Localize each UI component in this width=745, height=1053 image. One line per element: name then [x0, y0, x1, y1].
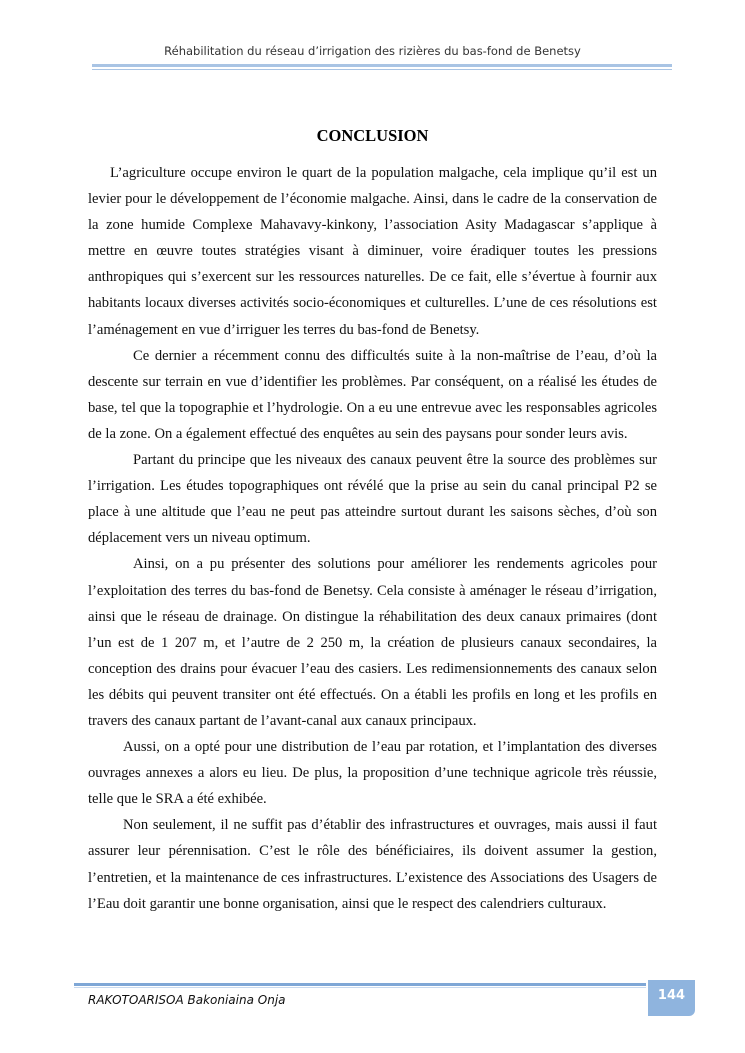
running-header: Réhabilitation du réseau d’irrigation des rizières du bas-fond de Benetsy [164, 44, 581, 58]
body-text [88, 160, 657, 917]
paragraph: Partant du principe que les niveaux des canaux peuvent être la source des problèmes sur l’irrigation. Les études topographiques ont révélé que la prise au sein du canal principal P2 se place à une altitude que l’eau ne peut pas atteindre surtout durant les saisons sèches, d’où son déplacement vers un niveau optimum. [88, 452, 657, 547]
footer-divider-thin [74, 987, 646, 988]
paragraph: Ainsi, on a pu présenter des solutions pour améliorer les rendements agricoles pour l’exploitation des terres du bas-fond de Benetsy. Cela consiste à aménager le réseau d’irrigation, ainsi que le réseau de drainage. On distingue la réhabilitation des deux canaux primaires (dont l’un est de 1 207 m, et l’autre de 2 250 m, la création de plusieurs canaux secondaires, la conception des drains pour évacuer l’eau des casiers. Les redimensionnements des canaux selon les débits qui peuvent transiter ont été effectués. On a établi les profils en long et les profils en travers des canaux partant de l’avant-canal aux canaux principaux. [88, 556, 657, 729]
paragraph: Non seulement, il ne suffit pas d’établir des infrastructures et ouvrages, mais aussi il faut assurer leur pérennisation. C’est le rôle des bénéficiaires, ils doivent assumer la gestion, l’entretien, et la maintenance de ces infrastructures. L’existence des Associations des Usagers de l’Eau doit garantir une bonne organisation, ainsi que le respect des calendriers culturaux. [88, 817, 657, 912]
section-title: CONCLUSION [316, 126, 429, 145]
header-divider [92, 64, 672, 67]
header-divider-thin [92, 69, 672, 70]
paragraph: L’agriculture occupe environ le quart de la population malgache, cela implique qu’il est un levier pour le développement de l’économie malgache. Ainsi, dans le cadre de la conservation de la zone humide Complexe Mahavavy-kinkony, l’association Asity Madagascar s’applique à mettre en œuvre toutes stratégies visant à diminuer, voire éradiquer toutes les pressions anthropiques qui s’exercent sur les ressources naturelles. De ce fait, elle s’évertue à fournir aux habitants locaux diverses activités socio-économiques et culturelles. L’une de ces résolutions est l’aménagement en vue d’irriguer les terres du bas-fond de Benetsy. [88, 165, 657, 338]
footer-divider [74, 983, 646, 986]
paragraph: Aussi, on a opté pour une distribution de l’eau par rotation, et l’implantation des diverses ouvrages annexes a alors eu lieu. De plus, la proposition d’une technique agricole très réussie, telle que le SRA a été exhibée. [88, 739, 657, 808]
paragraph: Ce dernier a récemment connu des difficultés suite à la non-maîtrise de l’eau, d’où la descente sur terrain en vue d’identifier les problèmes. Par conséquent, on a réalisé les études de base, tel que la topographie et l’hydrologie. On a eu une entrevue avec les responsables agricoles de la zone. On a également effectué des enquêtes au sein des paysans pour sonder leurs avis. [88, 347, 657, 442]
footer-author: RAKOTOARISOA Bakoniaina Onja [88, 993, 286, 1007]
page-number: 144 [648, 980, 695, 1016]
